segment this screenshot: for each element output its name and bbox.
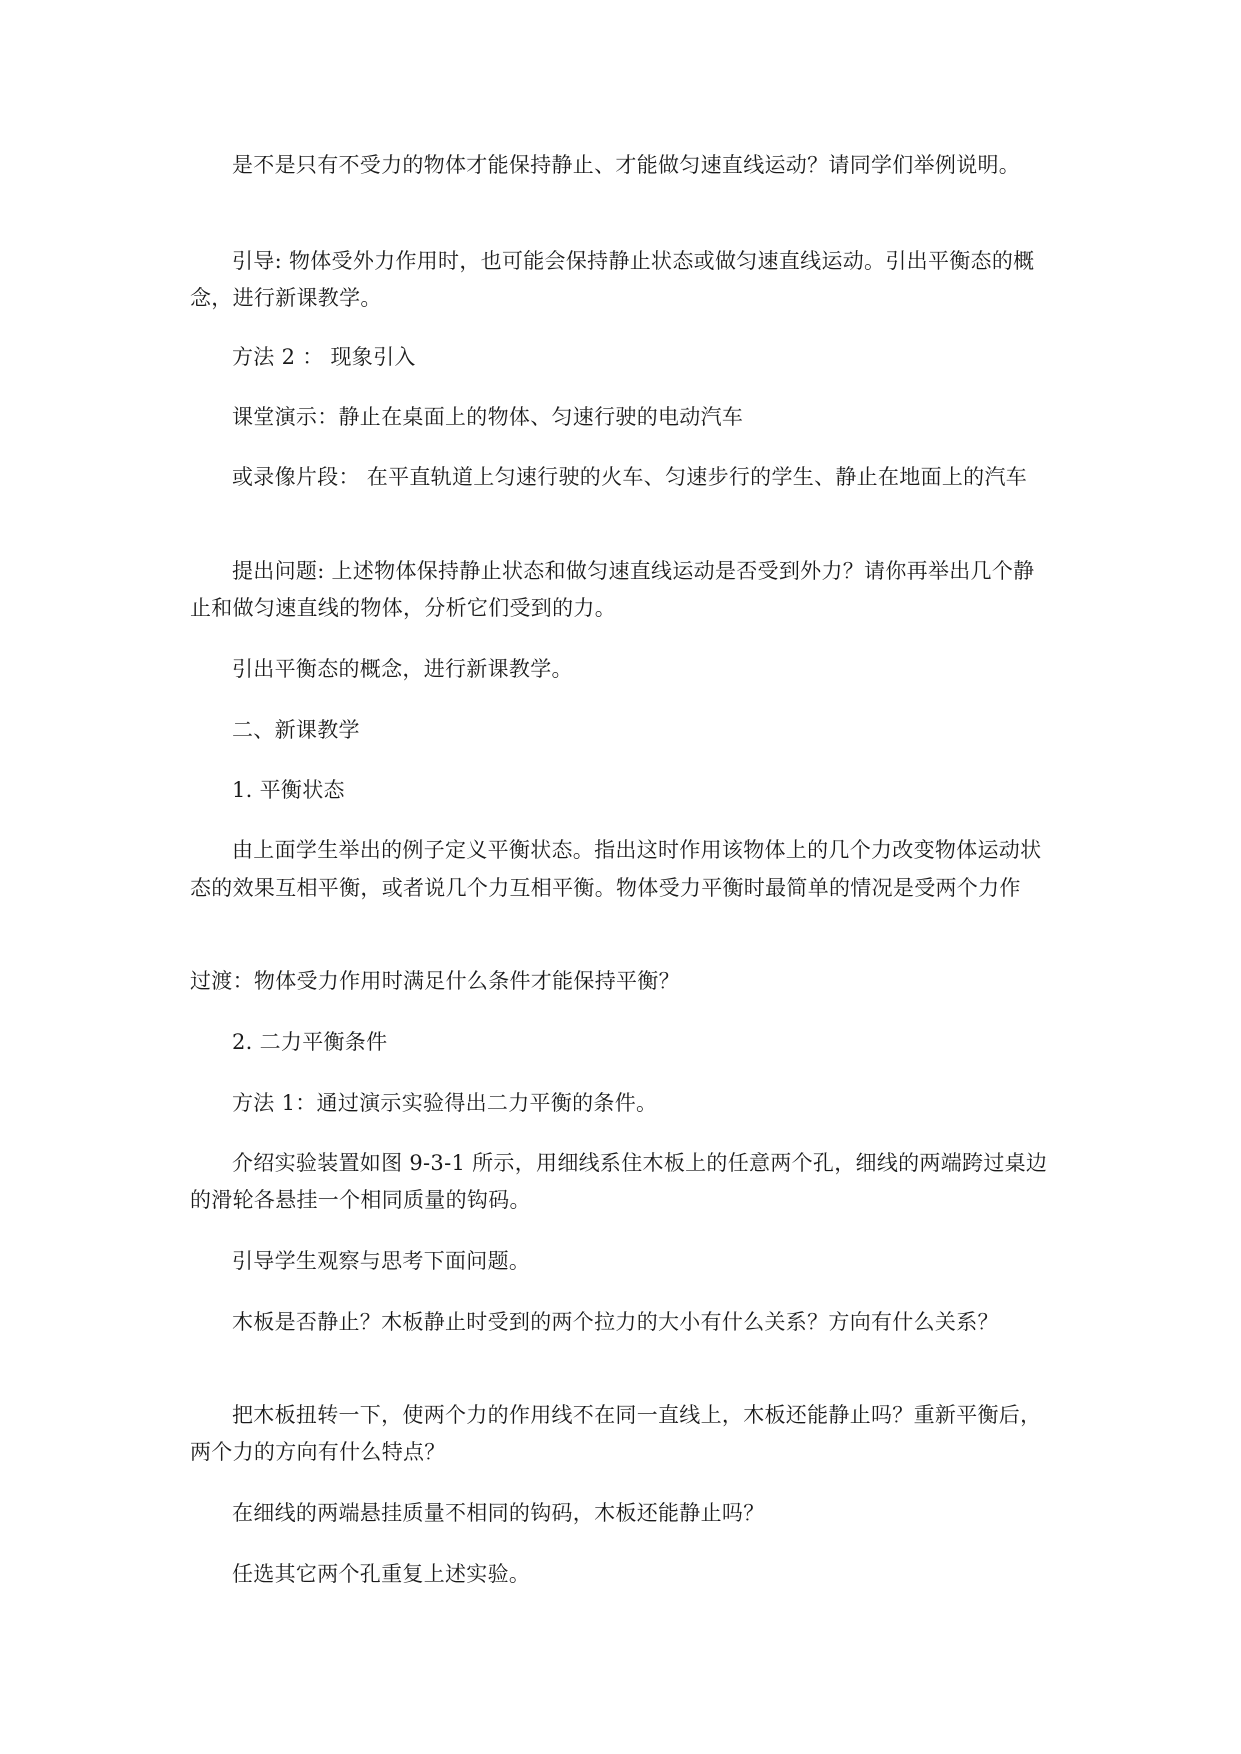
method-2-heading: 方法 2 ： 现象引入 xyxy=(232,345,416,369)
question-raise-line-2: 止和做匀速直线的物体，分析它们受到的力。 xyxy=(190,596,616,620)
twist-board-line-1: 把木板扭转一下，使两个力的作用线不在同一直线上，木板还能静止吗？重新平衡后， xyxy=(232,1403,1042,1427)
repeat-experiment-line: 任选其它两个孔重复上述实验。 xyxy=(232,1562,531,1586)
apparatus-line-2: 的滑轮各悬挂一个相同质量的钩码。 xyxy=(190,1188,531,1212)
classroom-demo-line: 课堂演示：静止在桌面上的物体、匀速行驶的电动汽车 xyxy=(232,405,744,429)
apparatus-line-1: 介绍实验装置如图 9-3-1 所示，用细线系住木板上的任意两个孔，细线的两端跨过桌边 xyxy=(232,1151,1048,1175)
paragraph-guide-line-2: 念，进行新课教学。 xyxy=(190,286,382,310)
twist-board-line-2: 两个力的方向有什么特点？ xyxy=(190,1440,446,1464)
question-raise-line-1: 提出问题: 上述物体保持静止状态和做匀速直线运动是否受到外力？请你再举出几个静 xyxy=(232,559,1035,583)
unequal-mass-question: 在细线的两端悬挂质量不相同的钩码，木板还能静止吗？ xyxy=(232,1501,765,1525)
equilibrium-definition-line-2: 态的效果互相平衡，或者说几个力互相平衡。物体受力平衡时最简单的情况是受两个力作 xyxy=(190,876,1021,900)
transition-line: 过渡：物体受力作用时满足什么条件才能保持平衡？ xyxy=(190,969,680,993)
paragraph-guide-line-1: 引导: 物体受外力作用时，也可能会保持静止状态或做匀速直线运动。引出平衡态的概 xyxy=(232,249,1035,273)
board-static-question: 木板是否静止？木板静止时受到的两个拉力的大小有什么关系？方向有什么关系？ xyxy=(232,1310,999,1334)
section-heading-new-lesson: 二、新课教学 xyxy=(232,718,360,742)
subheading-two-force-condition: 2. 二力平衡条件 xyxy=(232,1030,388,1054)
subheading-equilibrium-state: 1. 平衡状态 xyxy=(232,778,345,802)
guide-observe-line: 引导学生观察与思考下面问题。 xyxy=(232,1249,531,1273)
equilibrium-definition-line-1: 由上面学生举出的例子定义平衡状态。指出这时作用该物体上的几个力改变物体运动状 xyxy=(232,838,1042,862)
introduce-concept-line: 引出平衡态的概念，进行新课教学。 xyxy=(232,657,573,681)
paragraph-question-line: 是不是只有不受力的物体才能保持静止、才能做匀速直线运动？请同学们举例说明。 xyxy=(232,153,1021,177)
method-1-line: 方法 1：通过演示实验得出二力平衡的条件。 xyxy=(232,1091,658,1115)
video-clip-line: 或录像片段： 在平直轨道上匀速行驶的火车、匀速步行的学生、静止在地面上的汽车 xyxy=(232,465,1028,489)
